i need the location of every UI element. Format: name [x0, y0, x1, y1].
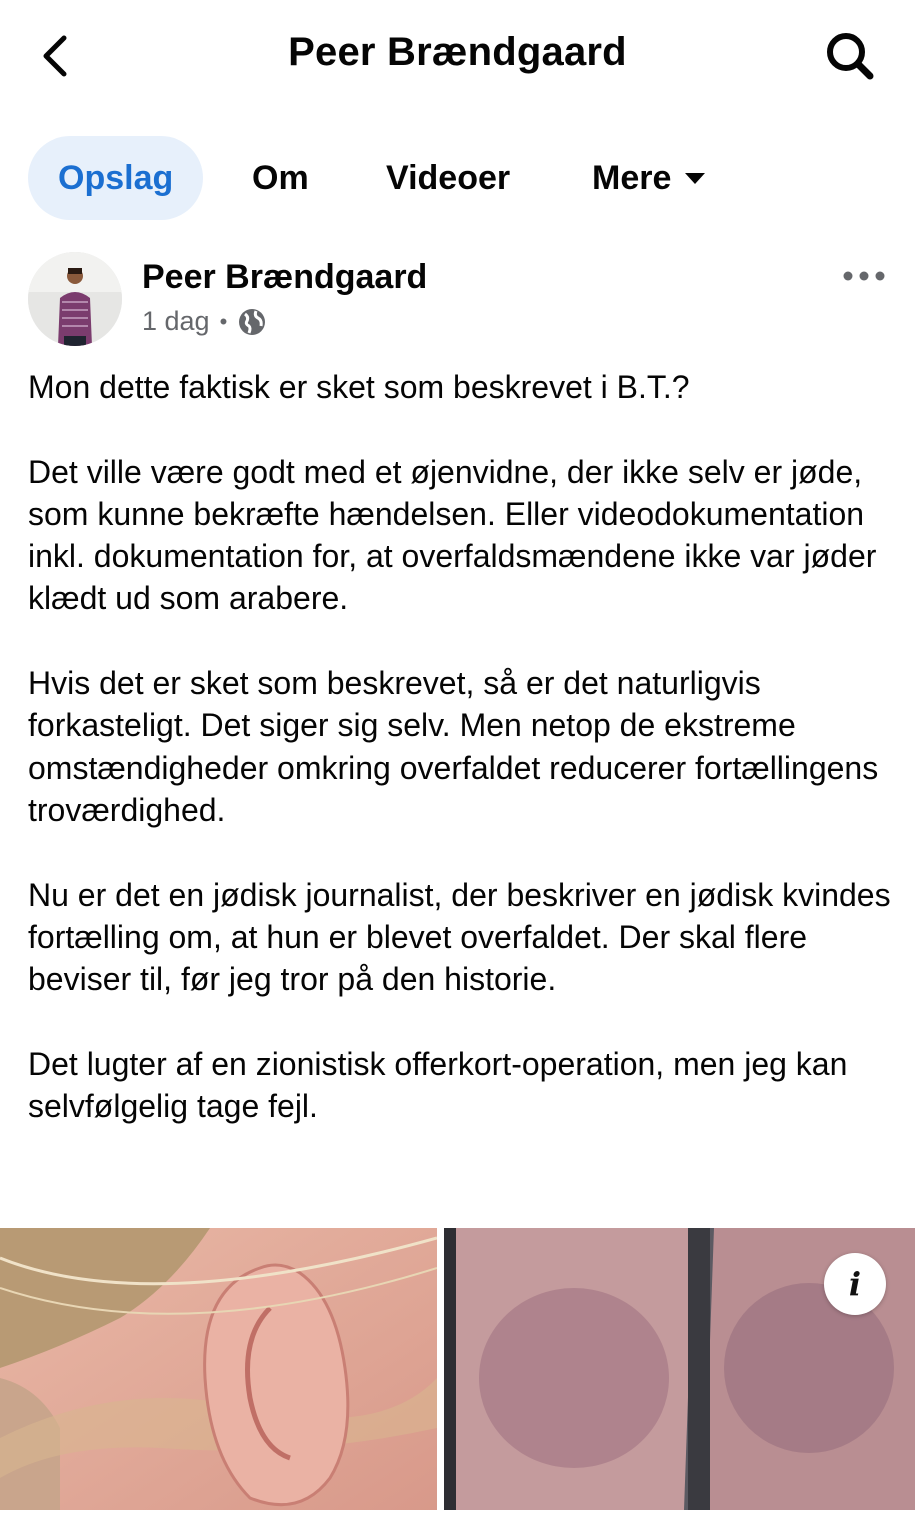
globe-icon [237, 307, 267, 337]
search-button[interactable] [815, 24, 885, 88]
post-paragraph: Det ville være godt med et øjenvidne, der ikke selv er jøde, som kunne bekræfte hændelsen. Eller videodokumentation inkl. dokumentation for, at overfaldsmændene ikke var jøder klædt ud som arabere. [28, 453, 877, 617]
tab-opslag[interactable] [28, 136, 203, 220]
search-icon [815, 24, 885, 88]
post-author[interactable]: Peer Brændgaard [142, 258, 428, 296]
post-paragraph: Mon dette faktisk er sket som beskrevet i B.T.? [28, 369, 690, 405]
more-horizontal-icon [838, 258, 890, 294]
tab-label: Opslag [58, 159, 174, 197]
tab-om[interactable] [252, 136, 309, 220]
avatar-image [28, 252, 122, 346]
top-bar [0, 0, 915, 112]
tab-mere[interactable] [592, 136, 705, 220]
tab-label: Videoer [386, 159, 511, 197]
post-meta [142, 306, 267, 337]
post-time[interactable]: 1 dag [142, 306, 210, 336]
avatar[interactable] [28, 252, 122, 346]
post-photo-ear[interactable] [0, 1228, 437, 1510]
ear-photo-image [0, 1228, 437, 1510]
tab-label: Mere [592, 159, 672, 197]
post-body [28, 366, 898, 1170]
page-title: Peer Brændgaard [288, 30, 627, 74]
post-options-button[interactable] [838, 258, 890, 294]
profile-tabs [0, 136, 915, 222]
back-button[interactable] [30, 24, 90, 88]
tab-label: Om [252, 159, 309, 197]
chevron-left-icon [30, 24, 90, 88]
post-paragraph: Hvis det er sket som beskrevet, så er det naturligvis forkasteligt. Det siger sig selv. Men netop de ekstreme omstændigheder omkring overfaldet reducerer fortællingens troværdighed. [28, 665, 879, 828]
separator-dot: • [219, 308, 228, 334]
info-button[interactable] [824, 1253, 886, 1315]
tab-videoer[interactable] [386, 136, 510, 220]
post-paragraph: Nu er det en jødisk journalist, der beskriver en jødisk kvindes fortælling om, at hun er blevet overfaldet. Der skal flere beviser til, før jeg tror på den historie. [28, 876, 891, 998]
info-icon: i [848, 1265, 862, 1303]
caret-down-icon [685, 173, 705, 184]
post-paragraph: Det lugter af en zionistisk offerkort-operation, men jeg kan selvfølgelig tage fejl. [28, 1045, 848, 1125]
